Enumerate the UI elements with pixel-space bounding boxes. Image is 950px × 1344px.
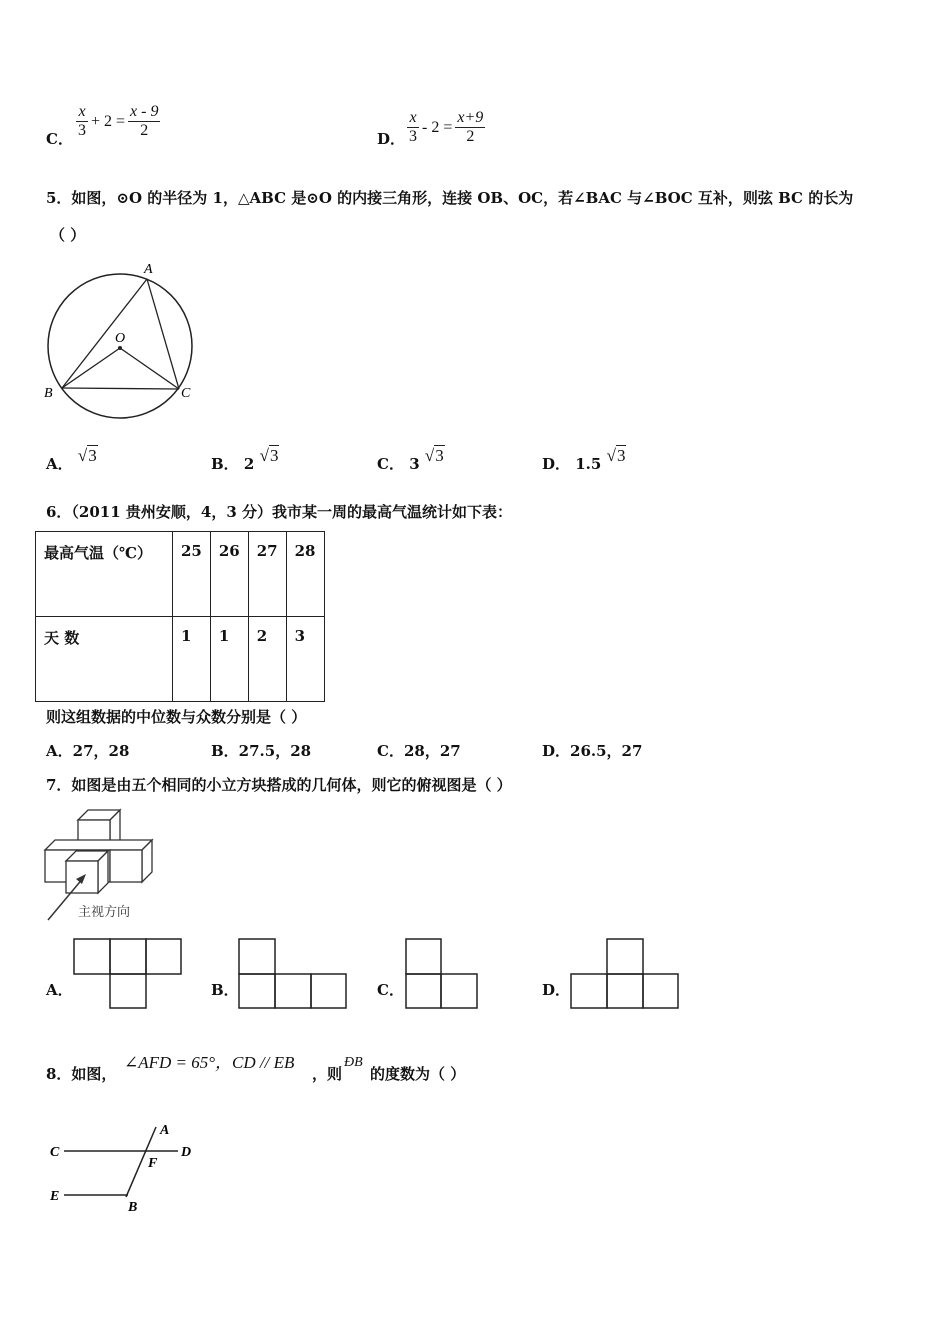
q5-paren: （ ） [50, 226, 86, 244]
option-label: B． [211, 455, 239, 473]
frac-num: x - 9 [130, 103, 159, 120]
option-label: C． [377, 455, 404, 473]
chord-ab [62, 279, 147, 388]
radicand: 3 [88, 446, 97, 465]
radicand: 3 [269, 446, 279, 465]
radicand: 3 [616, 446, 626, 465]
square [571, 974, 607, 1008]
frac-num: x [409, 109, 417, 126]
q5-circle-figure [40, 258, 210, 428]
q6-question: 则这组数据的中位数与众数分别是（ ） [46, 708, 307, 726]
q8-condition: ∠AFD = 65°，CD // EB [124, 1053, 295, 1072]
q7-option-b-label: B． [211, 981, 239, 999]
q8-angle: ÐB [344, 1055, 363, 1070]
q6-option-c: C．28，27 [377, 742, 461, 760]
square [406, 974, 441, 1008]
q5-option-d: D． 1.5 √3 [542, 446, 626, 473]
q8-prefix: 8．如图， [46, 1065, 117, 1083]
table-header-days: 天 数 [36, 617, 173, 702]
label-e: E [50, 1189, 60, 1204]
q7-option-b-figure [237, 937, 349, 1011]
cube-face [45, 840, 152, 850]
square [110, 939, 146, 974]
q5-option-b: B． 2 √3 [211, 446, 279, 473]
q5-option-a: A． √3 [46, 446, 97, 473]
table-cell: 25 [173, 532, 211, 617]
square [441, 974, 477, 1008]
table-header-temp: 最高气温（℃） [36, 532, 173, 617]
option-label: D． [542, 455, 571, 473]
square [607, 939, 643, 974]
q5-option-c: C． 3 √3 [377, 446, 444, 473]
q4-option-d-equation [407, 109, 485, 146]
figure-caption: 主视方向 [78, 904, 131, 919]
square [607, 974, 643, 1008]
table-cell: 26 [210, 532, 248, 617]
frac-den: 2 [466, 128, 475, 145]
radicand: 3 [435, 446, 444, 465]
q6-option-a: A．27，28 [46, 742, 130, 760]
square [239, 974, 275, 1008]
table-cell: 3 [286, 617, 324, 702]
q7-option-c-figure [404, 937, 480, 1011]
q6-option-d: D．26.5，27 [542, 742, 643, 760]
cube-face [110, 850, 142, 882]
q4-option-d-label: D． [377, 130, 406, 148]
square [239, 939, 275, 974]
radius-ob [62, 348, 120, 388]
q7-option-d-label: D． [542, 981, 571, 999]
equation-operator: + 2 = [91, 112, 126, 130]
frac-den: 3 [409, 128, 417, 145]
table-cell: 2 [248, 617, 286, 702]
q6-temperature-table [35, 531, 325, 702]
option-coef: 1.5 [575, 455, 602, 473]
q8-parallel-lines-figure [40, 1115, 210, 1225]
option-coef: 2 [243, 455, 255, 473]
table-row [36, 617, 325, 702]
q4-option-c-equation [76, 103, 160, 140]
label-f: F [148, 1156, 158, 1171]
q7-option-a-label: A． [46, 981, 73, 999]
equation-operator: - 2 = [422, 118, 453, 136]
label-b: B [128, 1200, 138, 1215]
q7-option-d-figure [569, 937, 681, 1011]
frac-den: 3 [78, 122, 86, 139]
chord-bc [62, 388, 179, 389]
frac-den: 2 [140, 122, 149, 139]
q4-option-c-label: C． [46, 130, 73, 148]
square [110, 974, 146, 1008]
square [311, 974, 346, 1008]
radius-oc [120, 348, 179, 389]
square [74, 939, 110, 974]
q7-option-c-label: C． [377, 981, 404, 999]
square [406, 939, 441, 974]
table-cell: 1 [210, 617, 248, 702]
q8-suffix: 的度数为（ ） [370, 1065, 466, 1083]
label-d: D [181, 1145, 192, 1160]
option-label: A． [46, 455, 73, 473]
frac-num: x [78, 103, 86, 120]
q7-stem: 7．如图是由五个相同的小立方块搭成的几何体，则它的俯视图是（ ） [46, 776, 512, 794]
label-c: C [181, 386, 191, 401]
option-coef: 3 [409, 455, 420, 473]
q5-stem: 5．如图，⊙O 的半径为 1，△ABC 是⊙O 的内接三角形，连接 OB、OC，若∠BAC 与∠BOC 互补，则弦 BC 的长为 [46, 189, 854, 207]
label-o: O [115, 331, 126, 346]
label-c: C [50, 1145, 60, 1160]
frac-num: x+9 [457, 109, 484, 126]
center-point [118, 346, 122, 350]
square [643, 974, 678, 1008]
label-a: A [144, 262, 153, 277]
label-a: A [160, 1123, 170, 1138]
table-cell: 1 [173, 617, 211, 702]
q7-cubes-figure [40, 805, 165, 925]
q6-option-b: B．27.5，28 [211, 742, 312, 760]
table-cell: 28 [286, 532, 324, 617]
table-row [36, 532, 325, 617]
square [146, 939, 181, 974]
q6-stem: 6．（2011 贵州安顺，4，3 分）我市某一周的最高气温统计如下表： [46, 503, 513, 521]
label-b: B [44, 386, 53, 401]
table-cell: 27 [248, 532, 286, 617]
q7-option-a-figure [72, 937, 184, 1011]
square [275, 974, 311, 1008]
chord-ac [147, 279, 179, 389]
q8-mid: ，则 [312, 1065, 343, 1083]
